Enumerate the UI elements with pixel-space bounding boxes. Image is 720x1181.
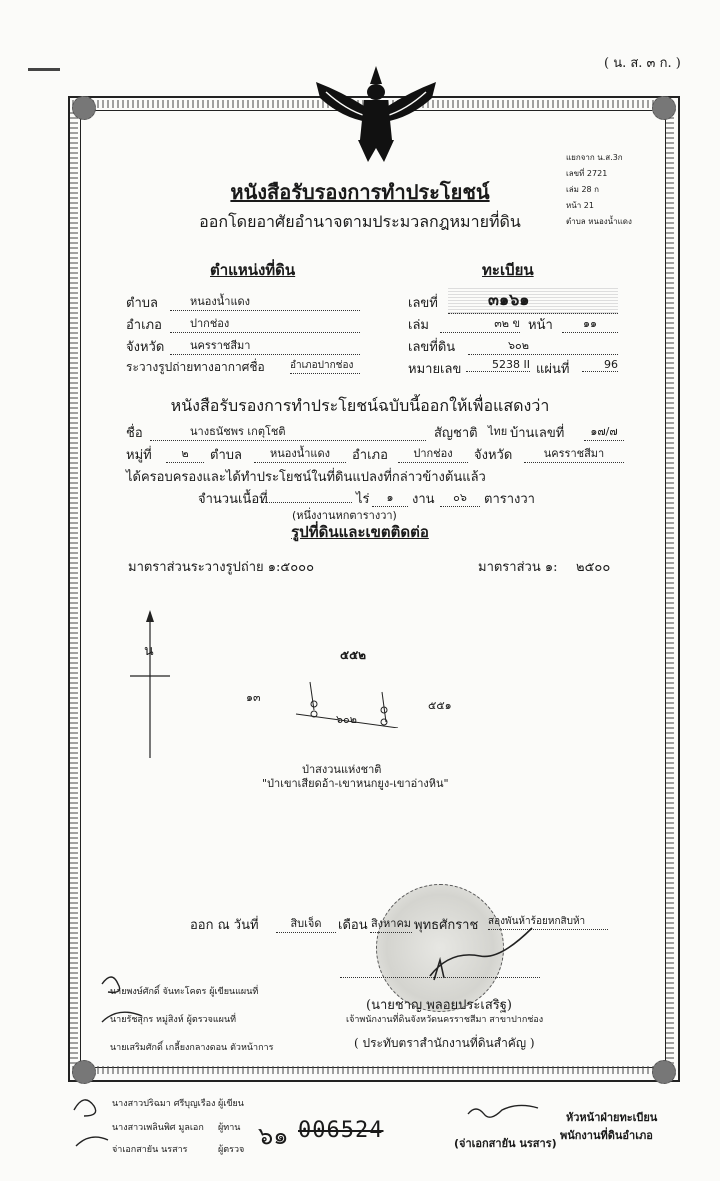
corner-emblem-icon — [72, 96, 96, 120]
right-pattern — [666, 112, 674, 1064]
area-label: จำนวนเนื้อที่ — [198, 492, 268, 507]
issue-year: สองพันห้าร้อยหกสิบห้า — [488, 914, 608, 930]
garuda-emblem-icon — [312, 62, 440, 166]
reg-number-label: เลขที่ — [408, 296, 438, 311]
reg-sheet-label: หมายเลข — [408, 362, 462, 377]
side-note-line: ตำบล หนองน้ำแดง — [566, 217, 632, 226]
corner-emblem-icon — [72, 1060, 96, 1084]
footer-staff-2: นางสาวเพลินพิศ มูลเอก — [112, 1123, 204, 1133]
side-note-line: หน้า 21 — [566, 201, 594, 210]
margin-mark — [28, 68, 60, 71]
wa-label: ตารางวา — [484, 492, 535, 507]
footer-staff-3: จ่าเอกสายัน นรสาร — [112, 1145, 188, 1155]
reg-parcel-value: ๖๐๒ — [468, 336, 618, 355]
owner-tambon-label: ตำบล — [210, 448, 242, 463]
clerk-title-2: พนักงานที่ดินอำเภอ — [560, 1129, 653, 1142]
forest-line1: ป่าสงวนแห่งชาติ — [302, 763, 382, 776]
side-note-line: เลขที่ 2721 — [566, 169, 608, 178]
reg-parcel-label: เลขที่ดิน — [408, 340, 456, 355]
reg-number-value: ๓๑๖๑ — [448, 288, 618, 314]
owner-province-label: จังหวัด — [474, 448, 513, 463]
north-label: น — [144, 643, 154, 659]
owner-amphoe-label: อำเภอ — [352, 448, 388, 463]
area-note: (หนึ่งงานหกตารางวา) — [292, 509, 397, 522]
side-note-line: แยกจาก น.ส.3ก — [566, 153, 623, 162]
reg-page-value: ๑๑ — [562, 314, 618, 333]
left-pattern — [70, 112, 78, 1064]
clerk-name: (จ่าเอกสายัน นรสาร) — [454, 1137, 557, 1150]
form-code: ( น. ส. ๓ ก. ) — [604, 56, 681, 71]
scale-photo: มาตราส่วนระวางรูปถ่าย ๑:๕๐๐๐ — [128, 560, 315, 575]
corner-emblem-icon — [652, 1060, 676, 1084]
year-label: พุทธศักราช — [414, 918, 479, 933]
officer-signature — [420, 920, 540, 990]
statement: หนังสือรับรองการทำประโยชน์ฉบับนี้ออกให้เพื่อแสดงว่า — [170, 396, 550, 415]
nation-label: สัญชาติ — [434, 426, 478, 441]
owner-tambon-value: หนองน้ำแดง — [254, 444, 346, 463]
corner-emblem-icon — [652, 96, 676, 120]
photo-label: ระวางรูปถ่ายทางอากาศชื่อ — [126, 360, 265, 374]
ngan-label: งาน — [412, 492, 435, 507]
photo-value: อำเภอปากช่อง — [290, 358, 360, 374]
issued-label: ออก ณ วันที่ — [190, 918, 259, 933]
reg-page-label: หน้า — [528, 318, 553, 333]
signature-line — [340, 976, 540, 978]
side-note-line: เล่ม 28 ก — [566, 185, 600, 194]
forest-line2: "ป่าเขาเสียดอ้า-เขาหนกยูง-เขาอ่างหิน" — [262, 777, 449, 790]
book-number: ๖๑ — [258, 1122, 289, 1150]
staff-line: นายพงษ์ศักดิ์ จันทะโคตร ผู้เขียนแผนที่ — [110, 987, 259, 997]
staff-line: นายเสริมศักดิ์ เกลี้ยงกลางดอน ตัวหน้าการ — [110, 1043, 274, 1053]
moo-label: หมู่ที่ — [126, 448, 152, 463]
reg-book-label: เล่ม — [408, 318, 429, 333]
north-parcel-number: ๕๕๒ — [340, 648, 367, 662]
rai-label: ไร่ — [356, 492, 370, 507]
issue-day: สิบเจ็ด — [276, 914, 336, 933]
clerk-signature — [462, 1098, 542, 1128]
clerk-title: หัวหน้าฝ่ายทะเบียน — [566, 1111, 658, 1124]
tambon-value: หนองน้ำแดง — [170, 292, 360, 311]
reg-map-label: แผ่นที่ — [536, 362, 570, 377]
house-label: บ้านเลขที่ — [510, 426, 565, 441]
map-heading: รูปที่ดินและเขตติดต่อ — [291, 523, 429, 541]
seal-note: ( ประทับตราสำนักงานที่ดินสำคัญ ) — [354, 1036, 535, 1050]
amphoe-label: อำเภอ — [126, 318, 162, 333]
side-note — [566, 150, 632, 230]
ngan-value: ๐๖ — [440, 488, 480, 507]
certificate-title: หนังสือรับรองการทำประโยชน์ — [230, 180, 490, 204]
footer-signatures — [70, 1090, 114, 1156]
moo-value: ๒ — [166, 444, 204, 463]
north-arrow-icon — [128, 608, 172, 758]
certificate-subtitle: ออกโดยอาศัยอำนาจตามประมวลกฎหมายที่ดิน — [199, 212, 521, 231]
officer-title: เจ้าพนักงานที่ดินจังหวัดนครราชสีมา สาขาปากช่อง — [346, 1015, 544, 1025]
amphoe-value: ปากช่อง — [170, 314, 360, 333]
province-value: นครราชสีมา — [170, 336, 360, 355]
owner-province-value: นครราชสีมา — [524, 444, 624, 463]
footer-role-3: ผู้ตรวจ — [218, 1145, 245, 1155]
owner-amphoe-value: ปากช่อง — [398, 444, 468, 463]
reg-map-value: 96 — [582, 358, 618, 372]
officer-name: (นายชาญ พลอยประเสริฐ) — [366, 998, 512, 1013]
province-label: จังหวัด — [126, 340, 165, 355]
tambon-label: ตำบล — [126, 296, 158, 311]
rai-value: ๑ — [372, 488, 408, 507]
bottom-pattern — [72, 1066, 672, 1074]
staff-signatures — [98, 970, 158, 1040]
footer-role-2: ผู้ทาน — [218, 1123, 241, 1133]
center-parcel-number: ๖๐๒ — [336, 713, 357, 726]
owner-name-value: นางธนัชพร เกตุโชติ — [150, 422, 426, 441]
reg-sheet-value: 5238 II — [466, 358, 530, 372]
reg-book-value: ๓๒ ข — [440, 314, 520, 333]
location-heading: ตำแหน่งที่ดิน — [210, 261, 296, 279]
inspected-text: ได้ครอบครองและได้ทำประโยชน์ในที่ดินแปลงที่กล่าวข้างต้นแล้ว — [126, 470, 486, 485]
area-blank — [262, 488, 352, 503]
nation-value: ไทย — [488, 425, 508, 438]
footer-staff-1: นางสาวปริฉมา ศรีบุญเรือง — [112, 1099, 216, 1109]
scale-value: ๒๕๐๐ — [576, 560, 611, 575]
registration-heading: ทะเบียน — [482, 261, 534, 279]
east-parcel-number: ๕๕๑ — [428, 699, 452, 712]
month-label: เดือน — [338, 918, 368, 933]
house-value: ๑๗/๗ — [584, 422, 624, 441]
footer-role-1: ผู้เขียน — [218, 1099, 244, 1109]
serial-number: 006524 — [298, 1118, 384, 1143]
scale-label: มาตราส่วน ๑: — [478, 560, 558, 575]
owner-name-label: ชื่อ — [126, 426, 143, 441]
west-parcel-number: ๑๓ — [246, 691, 261, 704]
issue-month: สิงหาคม — [370, 914, 412, 933]
staff-line: นายรัชสุกร หมู่สิงห์ ผู้ตรวจแผนที่ — [110, 1015, 237, 1025]
